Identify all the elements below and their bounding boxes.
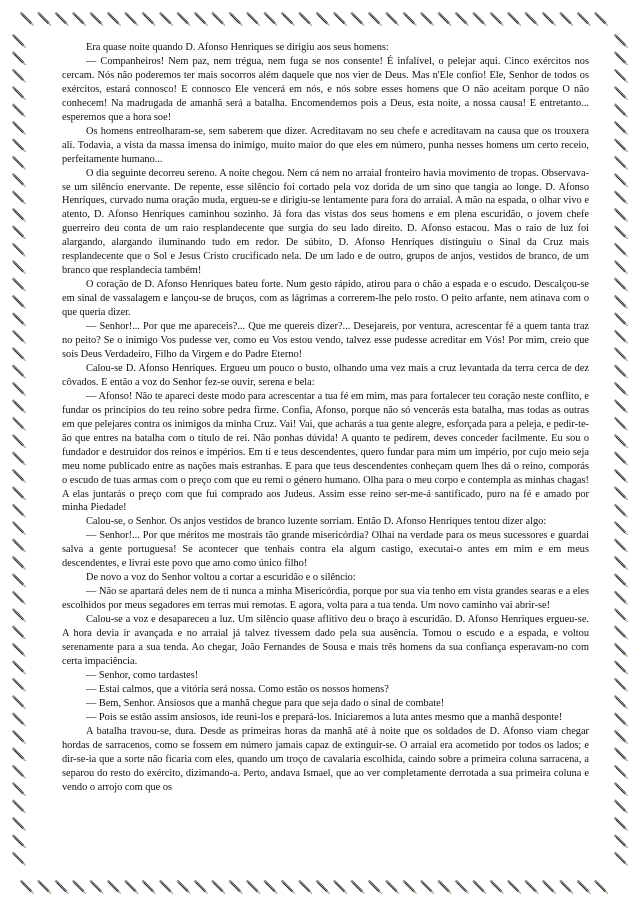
- pencil-icon: [194, 12, 209, 27]
- pencil-icon: [594, 880, 609, 895]
- pencil-icon: [614, 678, 629, 693]
- pencil-icon: [614, 121, 629, 136]
- border-top: [20, 12, 609, 27]
- pencil-icon: [542, 12, 557, 27]
- pencil-icon: [455, 880, 470, 895]
- pencil-icon: [12, 626, 27, 641]
- pencil-icon: [281, 12, 296, 27]
- pencil-icon: [229, 12, 244, 27]
- pencil-icon: [20, 12, 35, 27]
- pencil-icon: [177, 12, 192, 27]
- pencil-icon: [12, 782, 27, 797]
- pencil-icon: [20, 880, 35, 895]
- pencil-icon: [559, 12, 574, 27]
- pencil-icon: [37, 12, 52, 27]
- paragraph: — Companheiros! Nem paz, nem trégua, nem fuga se nos consente! É infalível, o pelejar aqui. Cinco exércitos nos cercam. Nós não poderemos ter mais socorros além daquele que nos vier de Deus. Mas n'Ele confio! Ele, Senhor de todos os exércitos, estará connosco! E connosco Ele vencerá em nós, e nós sobre esses homens que O não aceitam porque O não conhecem! Na madrugada de amanhã será a batalha. Encomendemos pois a Deus, esta noite, a nossa causa! E entretanto... esperemos que a hora soe!: [62, 55, 589, 123]
- pencil-icon: [90, 880, 105, 895]
- pencil-icon: [614, 191, 629, 206]
- pencil-icon: [614, 278, 629, 293]
- pencil-icon: [12, 104, 27, 119]
- pencil-icon: [614, 800, 629, 815]
- pencil-icon: [614, 243, 629, 258]
- pencil-icon: [525, 12, 540, 27]
- pencil-icon: [490, 880, 505, 895]
- pencil-icon: [177, 880, 192, 895]
- paragraph: — Pois se estão assim ansiosos, ide reuni-los e prepará-los. Iniciaremos a luta antes mesmo que a manhã desponte!: [86, 711, 563, 723]
- pencil-icon: [107, 12, 122, 27]
- pencil-icon: [159, 880, 174, 895]
- pencil-icon: [12, 51, 27, 66]
- paragraph: — Senhor!... Por que me apareceis?... Que me quereis dizer?... Desejareis, por ventura, acrescentar fé a quem tanta traz no peito? Se o inimigo Vos pudesse ver, como eu Vos estou vendo, talvez esse pudesse acreditar em Vós! Por mim, creio que sois Deus Verdadeiro, Filho da Virgem e do Padre Eterno!: [62, 321, 589, 360]
- pencil-icon: [368, 880, 383, 895]
- pencil-icon: [614, 556, 629, 571]
- paragraph: Calou-se, o Senhor. Os anjos vestidos de branco luzente sorriam. Então D. Afonso Henriques tentou dizer algo:: [86, 516, 547, 528]
- pencil-icon: [12, 365, 27, 380]
- pencil-icon: [614, 626, 629, 641]
- pencil-icon: [614, 452, 629, 467]
- paragraph: Calou-se D. Afonso Henriques. Ergueu um pouco o busto, olhando uma vez mais a cruz levantada da terra cerca de dez côvados. E então a voz do Senhor fez-se ouvir, serena e bela:: [62, 362, 589, 388]
- pencil-icon: [90, 12, 105, 27]
- pencil-icon: [368, 12, 383, 27]
- pencil-icon: [124, 12, 139, 27]
- pencil-icon: [614, 660, 629, 675]
- pencil-icon: [385, 12, 400, 27]
- pencil-icon: [614, 713, 629, 728]
- pencil-icon: [107, 880, 122, 895]
- pencil-icon: [614, 330, 629, 345]
- pencil-icon: [12, 208, 27, 223]
- pencil-icon: [12, 382, 27, 397]
- pencil-icon: [525, 880, 540, 895]
- pencil-icon: [229, 880, 244, 895]
- pencil-icon: [12, 69, 27, 84]
- pencil-icon: [142, 880, 157, 895]
- pencil-icon: [577, 12, 592, 27]
- pencil-icon: [12, 608, 27, 623]
- pencil-icon: [614, 138, 629, 153]
- pencil-icon: [12, 295, 27, 310]
- pencil-icon: [12, 399, 27, 414]
- pencil-icon: [211, 12, 226, 27]
- border-left: [12, 34, 27, 866]
- pencil-icon: [614, 765, 629, 780]
- pencil-icon: [438, 12, 453, 27]
- pencil-icon: [614, 852, 629, 867]
- pencil-icon: [72, 12, 87, 27]
- pencil-icon: [12, 452, 27, 467]
- pencil-icon: [614, 104, 629, 119]
- pencil-icon: [472, 12, 487, 27]
- pencil-icon: [298, 12, 313, 27]
- pencil-icon: [438, 880, 453, 895]
- pencil-icon: [12, 121, 27, 136]
- pencil-icon: [264, 12, 279, 27]
- pencil-icon: [614, 504, 629, 519]
- pencil-icon: [559, 880, 574, 895]
- pencil-icon: [403, 12, 418, 27]
- pencil-icon: [614, 51, 629, 66]
- pencil-icon: [490, 12, 505, 27]
- pencil-icon: [142, 12, 157, 27]
- pencil-icon: [12, 347, 27, 362]
- pencil-icon: [12, 678, 27, 693]
- pencil-icon: [614, 817, 629, 832]
- pencil-icon: [12, 312, 27, 327]
- pencil-icon: [298, 880, 313, 895]
- pencil-icon: [264, 880, 279, 895]
- pencil-icon: [12, 852, 27, 867]
- pencil-icon: [12, 660, 27, 675]
- pencil-icon: [12, 834, 27, 849]
- pencil-icon: [472, 880, 487, 895]
- pencil-icon: [246, 880, 261, 895]
- pencil-icon: [12, 765, 27, 780]
- pencil-icon: [351, 880, 366, 895]
- pencil-icon: [281, 880, 296, 895]
- pencil-icon: [12, 260, 27, 275]
- paragraph: — Senhor!... Por que méritos me mostrais tão grande misericórdia? Olhai na verdade para os meus sucessores e guardai salva a gente portuguesa! Se acontecer que tenhais contra ela algum castigo, executai-o antes em mim e em meus descendentes, e livrai este povo que amo como único filho!: [62, 530, 589, 570]
- pencil-icon: [12, 243, 27, 258]
- pencil-icon: [614, 695, 629, 710]
- pencil-icon: [507, 880, 522, 895]
- pencil-icon: [455, 12, 470, 27]
- pencil-icon: [614, 539, 629, 554]
- pencil-icon: [12, 730, 27, 745]
- pencil-icon: [614, 365, 629, 380]
- pencil-icon: [542, 880, 557, 895]
- pencil-icon: [12, 504, 27, 519]
- paragraph: Calou-se a voz e desapareceu a luz. Um silêncio quase aflitivo deu o braço à escuridão. D. Afonso Henriques ergueu-se. A hora devia ir avançada e no arraial já talvez tivessem dado pela sua ausência. Tomou o escudo e a espada, e voltou serenamente para a sua tenda. Ao chegar, João Fernandes de Sousa e mais três homens da sua confiança esperavam-no com certa impaciência.: [62, 614, 589, 667]
- pencil-icon: [37, 880, 52, 895]
- pencil-icon: [614, 486, 629, 501]
- pencil-icon: [12, 539, 27, 554]
- pencil-icon: [12, 278, 27, 293]
- pencil-icon: [614, 608, 629, 623]
- pencil-icon: [12, 34, 27, 49]
- pencil-icon: [12, 330, 27, 345]
- pencil-icon: [614, 69, 629, 84]
- pencil-icon: [614, 521, 629, 536]
- pencil-icon: [12, 486, 27, 501]
- pencil-icon: [614, 469, 629, 484]
- border-right: [614, 34, 629, 866]
- pencil-icon: [12, 173, 27, 188]
- pencil-icon: [614, 382, 629, 397]
- pencil-icon: [12, 417, 27, 432]
- pencil-icon: [614, 312, 629, 327]
- pencil-icon: [12, 225, 27, 240]
- paragraph: — Estai calmos, que a vitória será nossa. Como estão os nossos homens?: [86, 683, 389, 695]
- pencil-icon: [614, 747, 629, 762]
- pencil-icon: [159, 12, 174, 27]
- pencil-icon: [614, 782, 629, 797]
- pencil-icon: [12, 521, 27, 536]
- paragraph: — Senhor, como tardastes!: [86, 669, 199, 681]
- pencil-icon: [12, 695, 27, 710]
- pencil-icon: [385, 880, 400, 895]
- pencil-icon: [614, 573, 629, 588]
- pencil-icon: [614, 643, 629, 658]
- pencil-icon: [124, 880, 139, 895]
- paragraph: Era quase noite quando D. Afonso Henriques se dirigiu aos seus homens:: [86, 42, 389, 53]
- pencil-icon: [614, 34, 629, 49]
- pencil-icon: [614, 434, 629, 449]
- paragraph: Os homens entreolharam-se, sem saberem que dizer. Acreditavam no seu chefe e acreditavam na causa que os trouxera ali. Todavia, a vista da massa imensa do inimigo, muito maior do que eles em número, punha nesses homens um certo receio, perfeitamente humano...: [62, 125, 589, 165]
- paragraph: De novo a voz do Senhor voltou a cortar a escuridão e o silêncio:: [86, 572, 356, 584]
- pencil-icon: [55, 12, 70, 27]
- pencil-icon: [507, 12, 522, 27]
- paragraph: A batalha travou-se, dura. Desde as primeiras horas da manhã até à noite que os soldados de D. Afonso viam chegar hordas de sarracenos, como se fossem em número jamais capaz de extinguir-se. O arraial era acometido por todos os lados; e dir-se-ia que a sorte não ficaria com eles, quando um troço de cavalaria escolhida, caindo sobre a primeira coluna sarracena, a separou do resto do exército, dizimando-a. Perto, andava Ismael, que ao ver completamente derrotada a sua primeira coluna e vendo o arrojo com que os: [62, 725, 589, 793]
- pencil-icon: [246, 12, 261, 27]
- pencil-icon: [614, 730, 629, 745]
- pencil-icon: [12, 573, 27, 588]
- pencil-icon: [194, 880, 209, 895]
- pencil-icon: [403, 880, 418, 895]
- pencil-icon: [12, 156, 27, 171]
- pencil-icon: [614, 208, 629, 223]
- pencil-icon: [614, 86, 629, 101]
- pencil-icon: [577, 880, 592, 895]
- pencil-icon: [614, 260, 629, 275]
- pencil-icon: [420, 880, 435, 895]
- pencil-icon: [614, 156, 629, 171]
- pencil-icon: [614, 347, 629, 362]
- pencil-icon: [614, 295, 629, 310]
- pencil-icon: [12, 817, 27, 832]
- pencil-icon: [12, 434, 27, 449]
- pencil-icon: [614, 399, 629, 414]
- pencil-icon: [12, 138, 27, 153]
- pencil-icon: [12, 556, 27, 571]
- paragraph: — Bem, Senhor. Ansiosos que a manhã chegue para que seja dado o sinal de combate!: [86, 697, 445, 709]
- story-text: [62, 41, 589, 873]
- pencil-icon: [333, 12, 348, 27]
- pencil-icon: [12, 191, 27, 206]
- pencil-icon: [12, 713, 27, 728]
- pencil-icon: [55, 880, 70, 895]
- paragraph: O coração de D. Afonso Henriques bateu forte. Num gesto rápido, atirou para o chão a espada e o escudo. Descalçou-se em sinal de vassalagem e lançou-se de bruços, com as lágrimas a correrem-lhe pelo rosto. O peito arfante, nem atinava com o que queria dizer.: [62, 279, 589, 319]
- pencil-icon: [12, 591, 27, 606]
- pencil-icon: [12, 469, 27, 484]
- pencil-icon: [211, 880, 226, 895]
- paragraph: O dia seguinte decorreu sereno. A noite chegou. Nem cá nem no arraial fronteiro havia movimento de tropas. Observava-se um silêncio enervante. De repente, esse silêncio foi cortado pela voz dorida de um sino que tangia ao longe. D. Afonso Henriques, curvado numa oração muda, ergueu-se e dirigiu-se lentamente para fora do arraial. A mão na espada, o olhar vivo e atento, D. Afonso Henriques caminhou sozinho. Já fora das vistas dos seus homens e em plena escuridão, o jovem chefe guerreiro deu conta de um raio resplandecente que surgia do seu lado direito. D. Afonso estacou. Mas o raio de luz foi alargando, alargando iluminando tudo em redor. De súbito, D. Afonso Henriques distinguiu o Sinal da Cruz mais resplandecente que o Sol e Jesus Cristo crucificado nela. De um lado e de outro, grupos de anjos, vestidos de branco, de um branco que resplandecia também!: [62, 167, 589, 277]
- pencil-icon: [12, 643, 27, 658]
- pencil-icon: [12, 800, 27, 815]
- pencil-icon: [614, 591, 629, 606]
- border-bottom: [20, 880, 609, 895]
- pencil-icon: [594, 12, 609, 27]
- pencil-icon: [614, 173, 629, 188]
- pencil-icon: [12, 86, 27, 101]
- paragraph: — Afonso! Não te apareci deste modo para acrescentar a tua fé em mim, mas para fortalecer teu coração neste conflito, e fundar os princípios do teu reino sobre pedra firme. Confia, Afonso, porque não só vencerás esta batalha, mas todas as outras em que pelejares contra os inimigos da minha Cruz. Vai! Vai, que acharás a tua gente alegre, esforçada para a peleja, e pedir-te-ão que entres na batalha com o título de rei. Não ponhas dúvida! A quanto te pedirem, deves conceder facilmente. Eu sou o fundador e destruidor dos reinos e impérios. Em ti e teus descendentes, quero fundar para mim um império, por cujo meio seja meu nome publicado entre as nações mais estranhas. E para que teus descendentes conheçam quem lhes dá o reino, comporás o escudo de tuas armas com o preço com que eu remi o género humano. Olha para o meu corpo e contempla as minhas chagas! A elas juntarás o preço com que fui comprado aos Judeus. Assim esse reino ser-me-á santificado, puro na fé e amado por minha Piedade!: [62, 390, 589, 514]
- pencil-icon: [614, 225, 629, 240]
- pencil-icon: [12, 747, 27, 762]
- pencil-icon: [420, 12, 435, 27]
- pencil-icon: [351, 12, 366, 27]
- pencil-icon: [614, 834, 629, 849]
- pencil-icon: [316, 12, 331, 27]
- paragraph: — Não se apartará deles nem de ti nunca a minha Misericórdia, porque por sua via tenho em vista grandes searas e a eles escolhidos por meus segadores em terras mui remotas. E agora, volta para a tua tenda. Um novo caminho vai abrir-se!: [62, 586, 589, 612]
- pencil-icon: [333, 880, 348, 895]
- pencil-icon: [72, 880, 87, 895]
- pencil-icon: [316, 880, 331, 895]
- pencil-icon: [614, 417, 629, 432]
